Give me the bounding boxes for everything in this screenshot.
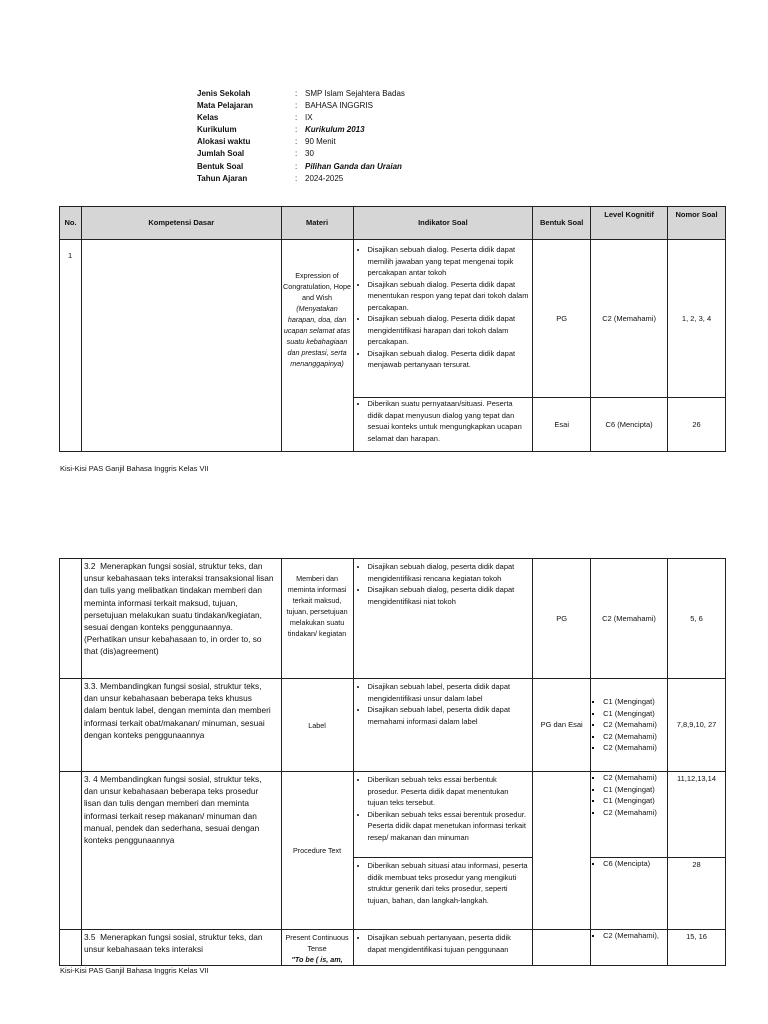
level-kognitif-cell: [591, 930, 668, 966]
meta-label: Bentuk Soal: [197, 161, 244, 171]
row-number: [60, 930, 82, 966]
kompetensi-dasar-cell: 3. 4 Membandingkan fungsi sosial, struktur teks, dan unsur kebahasaan beberapa teks prosedur lisan dan tulis dengan memberi dan meminta informasi terkait resep makanan/ minuman dan manual, pendek dan sederhana, sesuai dengan konteks penggunaannya: [81, 772, 281, 930]
header-indikator: Indikator Soal: [353, 207, 533, 240]
meta-colon: :: [295, 89, 298, 98]
list-item: • Diberikan suatu pernyataan/situasi. Peserta didik dapat menyusun dialog yang tepat dan sesuai konteks untuk mengungkapkan ucapan selamat dan harapan.: [368, 398, 530, 444]
list-item: ▪ C2 (Memahami): [603, 742, 665, 754]
page-footer: Kisi-Kisi PAS Ganjil Bahasa Inggris Kelas VII: [60, 464, 209, 473]
kisi-kisi-table-2: [59, 558, 726, 966]
list-item: ▪ C2 (Memahami): [603, 772, 665, 784]
level-kognitif-cell: C2 (Memahami): [591, 240, 668, 398]
meta-value: 90 Menit: [305, 137, 336, 147]
document-meta: [197, 88, 405, 185]
kompetensi-dasar-cell: 3.2 Menerapkan fungsi sosial, struktur teks, dan unsur kebahasaan teks interaksi transaksional lisan dan tulis yang melibatkan tindakan memberi dan meminta informasi terkait maksud, tujuan, persetujuan melakukan suatu tindakan/kegiatan, sesuai dengan konteks penggunaannya. (Perhatikan unsur kebahasaan to, in order to, so that (dis)agreement): [81, 559, 281, 679]
meta-colon: :: [295, 113, 298, 123]
bentuk-soal-cell: PG: [533, 240, 591, 398]
kompetensi-dasar-cell: 3.5 Menerapkan fungsi sosial, struktur teks, dan unsur kebahasaan teks interaksi: [81, 930, 281, 966]
nomor-soal-cell: 11,12,13,14: [668, 772, 726, 858]
indikator-cell: [353, 679, 533, 772]
meta-colon: :: [295, 161, 298, 171]
table-row: [60, 240, 726, 398]
meta-value: Pilihan Ganda dan Uraian: [305, 161, 402, 171]
table-header-row: [60, 207, 726, 240]
table-row: [60, 559, 726, 679]
meta-row: [197, 112, 405, 124]
list-item: • Disajikan sebuah label, peserta didik dapat memahami informasi dalam label: [368, 704, 530, 727]
list-item: ▪ C1 (Mengingat): [603, 696, 665, 708]
table-row: [60, 679, 726, 772]
meta-row: [197, 173, 405, 185]
list-item: • Disajikan sebuah dialog, peserta didik dapat mengidentifikasi rencana kegiatan tokoh: [368, 561, 530, 584]
indikator-cell: [353, 240, 533, 398]
indikator-cell: [353, 930, 533, 966]
kisi-kisi-table-1: [59, 206, 726, 452]
level-kognitif-cell: [591, 772, 668, 858]
materi-cell: Present Continuous Tense "To be ( is, am,: [281, 930, 353, 966]
level-kognitif-cell: C2 (Memahami): [591, 559, 668, 679]
table-row: [60, 772, 726, 858]
meta-value: Kurikulum 2013: [305, 125, 365, 135]
list-item: • Diberikan sebuah situasi atau informasi, peserta didik membuat teks prosedur yang mengikuti struktur generik dari teks prosedur, seperti tujuan, bahan, dan langkah-langkah.: [368, 860, 530, 906]
list-item: ▪ C1 (Mengingat): [603, 784, 665, 796]
meta-row: [197, 88, 405, 100]
row-number: [60, 679, 82, 772]
meta-colon: :: [295, 173, 298, 183]
materi-cell: Memberi dan meminta informasi terkait maksud, tujuan, persetujuan melakukan suatu tindakan/ kegiatan: [281, 559, 353, 679]
meta-colon: :: [295, 137, 298, 147]
meta-colon: :: [295, 101, 298, 111]
materi-main: Expression of Congratulation, Hope and Wish: [283, 271, 351, 302]
list-item: • Disajikan sebuah pertanyaan, peserta didik dapat mengidentifikasi tujuan penggunaan: [368, 932, 530, 955]
materi-cell: Label: [281, 679, 353, 772]
meta-value: 2024-2025: [305, 173, 344, 183]
kompetensi-dasar-cell: [81, 240, 281, 452]
list-item: ▪ C2 (Memahami): [603, 731, 665, 743]
list-item: • Disajikan sebuah label, peserta didik dapat mengidentifikasi unsur dalam label: [368, 681, 530, 704]
materi-cell: Procedure Text: [281, 772, 353, 930]
row-number: [60, 559, 82, 679]
list-item: • Disajikan sebuah dialog. Peserta didik dapat memilih jawaban yang tepat mengenai topik percakapan antar tokoh: [368, 244, 530, 279]
nomor-soal-cell: 26: [668, 398, 726, 452]
meta-label: Mata Pelajaran: [197, 101, 254, 111]
level-kognitif-cell: [591, 858, 668, 930]
table-row: [60, 930, 726, 966]
header-materi: Materi: [281, 207, 353, 240]
header-nomor-soal: Nomor Soal: [668, 207, 726, 240]
meta-label: Kelas: [197, 113, 219, 123]
meta-label: Tahun Ajaran: [197, 173, 248, 183]
list-item: ▪ C1 (Mengingat): [603, 708, 665, 720]
list-item: • Disajikan sebuah dialog. Peserta didik dapat mengidentifikasi harapan dari tokoh dalam percakapan.: [368, 313, 530, 348]
header-kompetensi-dasar: Kompetensi Dasar: [81, 207, 281, 240]
list-item: • Disajikan sebuah dialog. Peserta didik dapat menjawab pertanyaan tersurat.: [368, 348, 530, 371]
header-level-kognitif: Level Kognitif: [591, 207, 668, 240]
indikator-cell: [353, 398, 533, 452]
bentuk-soal-cell: Esai: [533, 398, 591, 452]
nomor-soal-cell: 28: [668, 858, 726, 930]
list-item: ▪ C2 (Memahami): [603, 719, 665, 731]
row-number: 1: [60, 240, 82, 452]
list-item: • Disajikan sebuah dialog. Peserta didik dapat menentukan respon yang tepat dari tokoh dalam percakapan.: [368, 279, 530, 314]
meta-colon: :: [295, 125, 298, 135]
meta-label: Jenis Sekolah: [197, 89, 251, 98]
page-footer: Kisi-Kisi PAS Ganjil Bahasa Inggris Kelas VII: [60, 966, 209, 975]
nomor-soal-cell: 1, 2, 3, 4: [668, 240, 726, 398]
meta-row: [197, 136, 405, 148]
header-bentuk-soal: Bentuk Soal: [533, 207, 591, 240]
meta-colon: :: [295, 149, 298, 159]
meta-value: IX: [305, 113, 313, 123]
row-number: [60, 772, 82, 930]
list-item: • Disajikan sebuah dialog, peserta didik dapat mengidentifikasi niat tokoh: [368, 584, 530, 607]
kompetensi-dasar-cell: 3.3. Membandingkan fungsi sosial, struktur teks, dan unsur kebahasaan beberapa teks khusus dalam bentuk label, dengan meminta dan memberi informasi terkait obat/makanan/ minuman, sesuai dengan konteks penggunaannya: [81, 679, 281, 772]
meta-row: [197, 161, 405, 173]
list-item: ▪ C2 (Memahami): [603, 807, 665, 819]
nomor-soal-cell: 15, 16: [668, 930, 726, 966]
level-kognitif-cell: C6 (Mencipta): [591, 398, 668, 452]
bentuk-soal-cell: PG: [533, 559, 591, 679]
meta-row: [197, 124, 405, 136]
bentuk-soal-cell: PG dan Esai: [533, 679, 591, 772]
list-item: • Diberikan sebuah teks essai berbentuk prosedur. Peserta didik dapat menentukan tujuan teks tersebut.: [368, 774, 530, 809]
meta-label: Kurikulum: [197, 125, 237, 135]
bentuk-soal-cell: [533, 930, 591, 966]
meta-label: Alokasi waktu: [197, 137, 251, 147]
meta-value: 30: [305, 149, 314, 159]
indikator-cell: [353, 559, 533, 679]
indikator-cell: [353, 772, 533, 858]
list-item: ▪ C1 (Mengingat): [603, 795, 665, 807]
header-no: No.: [60, 207, 82, 240]
meta-row: [197, 100, 405, 112]
materi-cell: [281, 240, 353, 452]
meta-value: BAHASA INGGRIS: [305, 101, 374, 111]
bentuk-soal-cell: [533, 772, 591, 930]
nomor-soal-cell: 5, 6: [668, 559, 726, 679]
list-item: ▪ C6 (Mencipta): [603, 858, 665, 870]
level-kognitif-cell: [591, 679, 668, 772]
indikator-cell: [353, 858, 533, 930]
meta-value: SMP Islam Sejahtera Badas: [305, 89, 405, 98]
nomor-soal-cell: 7,8,9,10, 27: [668, 679, 726, 772]
list-item: ▪ C2 (Memahami),: [603, 930, 665, 942]
meta-label: Jumlah Soal: [197, 149, 245, 159]
list-item: • Diberikan sebuah teks essai berentuk prosedur. Peserta didik dapat menetukan informasi terkait resep/ makanan dan minuman: [368, 809, 530, 844]
materi-italic: (Menyatakan harapan, doa, dan ucapan selamat atas suatu kebahagiaan dan prestasi, serta menanggapinya): [283, 304, 351, 368]
meta-row: [197, 148, 405, 160]
